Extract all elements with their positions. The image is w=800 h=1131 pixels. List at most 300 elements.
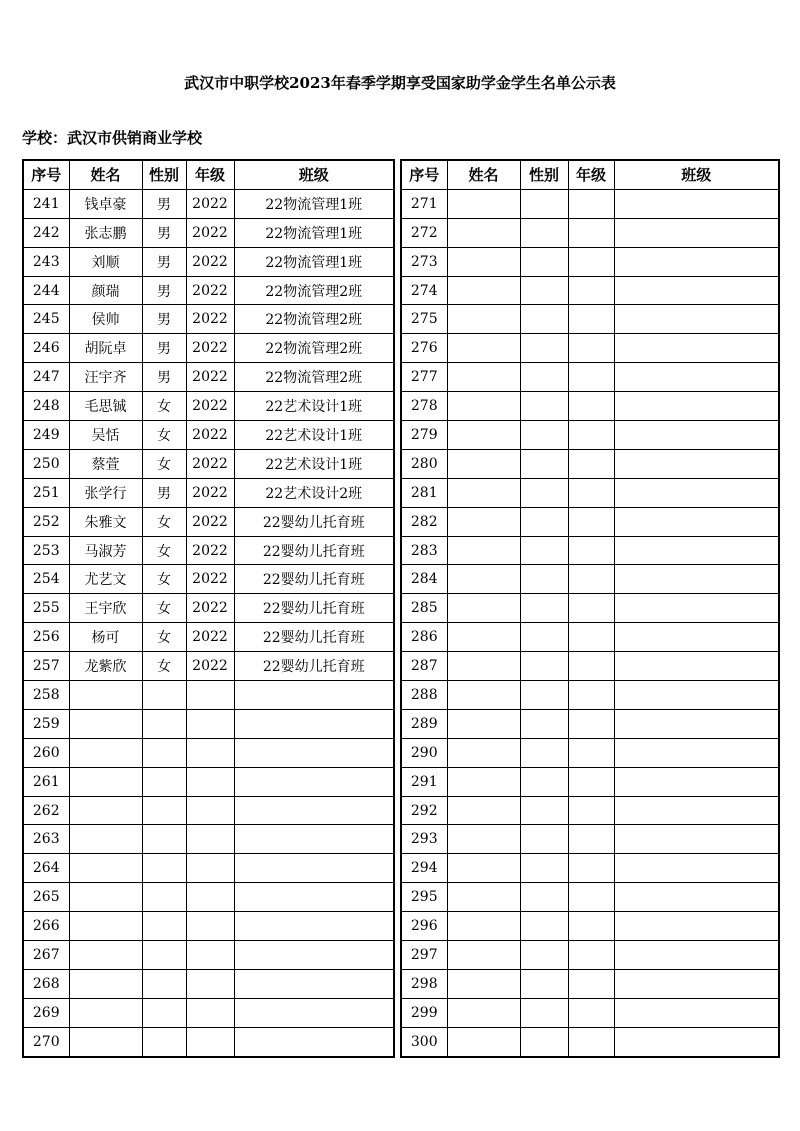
cell-gender (520, 998, 568, 1027)
cell-gender (520, 738, 568, 767)
table-row (23, 941, 394, 970)
cell-gender (142, 825, 186, 854)
header-class: 班级 (234, 160, 394, 189)
table-row (23, 421, 394, 450)
header-gender: 性别 (520, 160, 568, 189)
table-row (401, 796, 779, 825)
cell-class (234, 738, 394, 767)
table-row (23, 363, 394, 392)
cell-class (614, 1027, 779, 1056)
cell-gender (520, 276, 568, 305)
cell-grade (568, 334, 614, 363)
table-row (23, 912, 394, 941)
cell-grade: 2022 (186, 565, 234, 594)
cell-gender: 女 (142, 421, 186, 450)
cell-no: 290 (401, 738, 447, 767)
header-no: 序号 (23, 160, 69, 189)
table-row (401, 507, 779, 536)
cell-grade (568, 709, 614, 738)
cell-no: 299 (401, 998, 447, 1027)
cell-class (614, 796, 779, 825)
cell-grade: 2022 (186, 536, 234, 565)
cell-grade (568, 363, 614, 392)
cell-name (69, 825, 142, 854)
cell-class: 22物流管理2班 (234, 305, 394, 334)
cell-grade (186, 681, 234, 710)
cell-name (69, 883, 142, 912)
cell-name (447, 854, 520, 883)
table-row (401, 218, 779, 247)
cell-grade (568, 796, 614, 825)
table-row (23, 854, 394, 883)
cell-name: 刘顺 (69, 247, 142, 276)
cell-grade (568, 478, 614, 507)
cell-gender (520, 1027, 568, 1056)
cell-gender (520, 536, 568, 565)
cell-no: 263 (23, 825, 69, 854)
cell-grade (568, 305, 614, 334)
cell-grade (186, 796, 234, 825)
cell-gender (142, 883, 186, 912)
cell-gender (520, 507, 568, 536)
cell-grade (186, 941, 234, 970)
right-roster-table (400, 159, 780, 1058)
cell-grade (568, 941, 614, 970)
cell-gender (520, 392, 568, 421)
cell-grade (568, 594, 614, 623)
cell-name: 胡阮卓 (69, 334, 142, 363)
cell-gender (142, 998, 186, 1027)
cell-name (447, 392, 520, 421)
cell-name (447, 478, 520, 507)
cell-name: 张学行 (69, 478, 142, 507)
table-row (23, 883, 394, 912)
cell-class (234, 941, 394, 970)
cell-gender: 女 (142, 536, 186, 565)
cell-no: 293 (401, 825, 447, 854)
cell-class (234, 854, 394, 883)
cell-name (447, 594, 520, 623)
cell-no: 245 (23, 305, 69, 334)
cell-name (447, 652, 520, 681)
cell-gender (142, 912, 186, 941)
cell-gender: 男 (142, 189, 186, 218)
cell-class: 22物流管理2班 (234, 334, 394, 363)
cell-gender (520, 334, 568, 363)
cell-grade (186, 709, 234, 738)
cell-grade (186, 1027, 234, 1056)
right-table-body (401, 189, 779, 1056)
cell-class (614, 681, 779, 710)
cell-gender (142, 854, 186, 883)
cell-class: 22婴幼儿托育班 (234, 594, 394, 623)
cell-no: 272 (401, 218, 447, 247)
table-row (401, 709, 779, 738)
cell-class: 22艺术设计2班 (234, 478, 394, 507)
table-row (23, 681, 394, 710)
cell-class: 22婴幼儿托育班 (234, 536, 394, 565)
cell-class (234, 681, 394, 710)
cell-name: 钱卓豪 (69, 189, 142, 218)
cell-class (614, 392, 779, 421)
cell-name (447, 969, 520, 998)
cell-class: 22物流管理1班 (234, 247, 394, 276)
table-row (23, 305, 394, 334)
cell-gender (142, 969, 186, 998)
cell-name: 朱雅文 (69, 507, 142, 536)
cell-no: 266 (23, 912, 69, 941)
cell-grade (568, 421, 614, 450)
cell-name (447, 738, 520, 767)
cell-class (614, 854, 779, 883)
header-grade: 年级 (568, 160, 614, 189)
cell-class (234, 709, 394, 738)
cell-grade: 2022 (186, 334, 234, 363)
table-row (401, 969, 779, 998)
cell-class (614, 247, 779, 276)
cell-no: 298 (401, 969, 447, 998)
table-row (23, 738, 394, 767)
table-row (401, 565, 779, 594)
table-row (401, 189, 779, 218)
cell-no: 284 (401, 565, 447, 594)
cell-gender: 男 (142, 478, 186, 507)
cell-no: 291 (401, 767, 447, 796)
cell-name: 杨可 (69, 623, 142, 652)
table-header-row (401, 160, 779, 189)
cell-class (614, 738, 779, 767)
school-name: 武汉市供销商业学校 (67, 129, 203, 147)
cell-name (447, 218, 520, 247)
cell-no: 285 (401, 594, 447, 623)
cell-name (69, 854, 142, 883)
cell-no: 249 (23, 421, 69, 450)
cell-no: 251 (23, 478, 69, 507)
cell-grade (568, 623, 614, 652)
cell-class (234, 883, 394, 912)
cell-class (234, 912, 394, 941)
table-row (23, 392, 394, 421)
cell-no: 277 (401, 363, 447, 392)
table-row (401, 912, 779, 941)
cell-grade (568, 767, 614, 796)
cell-no: 261 (23, 767, 69, 796)
table-row (23, 623, 394, 652)
table-row (23, 507, 394, 536)
cell-name (69, 998, 142, 1027)
cell-name (447, 305, 520, 334)
cell-name: 马淑芳 (69, 536, 142, 565)
cell-name (447, 796, 520, 825)
cell-no: 292 (401, 796, 447, 825)
header-no: 序号 (401, 160, 447, 189)
cell-no: 259 (23, 709, 69, 738)
cell-no: 283 (401, 536, 447, 565)
cell-no: 250 (23, 449, 69, 478)
cell-class: 22物流管理1班 (234, 218, 394, 247)
cell-class (614, 594, 779, 623)
cell-name (447, 825, 520, 854)
table-header-row (23, 160, 394, 189)
cell-grade (568, 536, 614, 565)
cell-class (614, 507, 779, 536)
table-row (23, 796, 394, 825)
cell-no: 267 (23, 941, 69, 970)
cell-no: 294 (401, 854, 447, 883)
table-row (401, 305, 779, 334)
cell-grade (568, 507, 614, 536)
cell-name (69, 796, 142, 825)
cell-class: 22婴幼儿托育班 (234, 623, 394, 652)
header-grade: 年级 (186, 160, 234, 189)
cell-gender: 女 (142, 594, 186, 623)
page-title: 武汉市中职学校2023年春季学期享受国家助学金学生名单公示表 (184, 74, 616, 92)
cell-class: 22婴幼儿托育班 (234, 652, 394, 681)
cell-class (234, 825, 394, 854)
cell-gender (520, 247, 568, 276)
cell-name (447, 767, 520, 796)
cell-no: 262 (23, 796, 69, 825)
cell-no: 254 (23, 565, 69, 594)
cell-no: 268 (23, 969, 69, 998)
table-row (401, 941, 779, 970)
cell-class (234, 1027, 394, 1056)
table-row (401, 767, 779, 796)
cell-gender: 女 (142, 449, 186, 478)
table-row (23, 1027, 394, 1056)
cell-gender (520, 796, 568, 825)
cell-gender: 女 (142, 565, 186, 594)
cell-gender (520, 594, 568, 623)
cell-gender (520, 421, 568, 450)
table-row (23, 969, 394, 998)
cell-grade: 2022 (186, 276, 234, 305)
table-row (23, 189, 394, 218)
cell-name (447, 421, 520, 450)
cell-gender (520, 218, 568, 247)
cell-name: 侯帅 (69, 305, 142, 334)
cell-name: 王宇欣 (69, 594, 142, 623)
cell-no: 247 (23, 363, 69, 392)
table-row (23, 767, 394, 796)
cell-grade: 2022 (186, 247, 234, 276)
cell-grade (186, 738, 234, 767)
cell-name (69, 912, 142, 941)
cell-class (234, 998, 394, 1027)
cell-class (614, 941, 779, 970)
table-row (23, 247, 394, 276)
cell-grade (568, 998, 614, 1027)
cell-name (69, 969, 142, 998)
cell-class (614, 623, 779, 652)
cell-gender (520, 652, 568, 681)
table-row (23, 565, 394, 594)
cell-gender (520, 189, 568, 218)
cell-gender (142, 709, 186, 738)
cell-no: 295 (401, 883, 447, 912)
cell-gender: 女 (142, 623, 186, 652)
cell-class: 22物流管理2班 (234, 276, 394, 305)
cell-no: 281 (401, 478, 447, 507)
cell-class (614, 998, 779, 1027)
cell-grade (568, 912, 614, 941)
cell-class (234, 767, 394, 796)
cell-gender (520, 623, 568, 652)
cell-no: 280 (401, 449, 447, 478)
cell-class (614, 334, 779, 363)
cell-name (447, 941, 520, 970)
cell-class: 22艺术设计1班 (234, 392, 394, 421)
cell-name (447, 1027, 520, 1056)
cell-grade (186, 825, 234, 854)
table-row (401, 276, 779, 305)
cell-no: 289 (401, 709, 447, 738)
table-row (23, 998, 394, 1027)
cell-class: 22艺术设计1班 (234, 421, 394, 450)
left-roster-table (22, 159, 395, 1058)
cell-gender (520, 565, 568, 594)
cell-grade (568, 652, 614, 681)
cell-class (614, 825, 779, 854)
cell-name (447, 883, 520, 912)
school-label: 学校： (22, 129, 68, 147)
cell-no: 286 (401, 623, 447, 652)
cell-name (447, 247, 520, 276)
table-row (401, 363, 779, 392)
cell-no: 248 (23, 392, 69, 421)
cell-no: 273 (401, 247, 447, 276)
cell-grade (186, 998, 234, 1027)
school-line (22, 127, 202, 148)
cell-gender: 女 (142, 392, 186, 421)
cell-grade: 2022 (186, 189, 234, 218)
cell-no: 256 (23, 623, 69, 652)
cell-class (614, 276, 779, 305)
table-row (23, 276, 394, 305)
cell-no: 278 (401, 392, 447, 421)
cell-gender (520, 825, 568, 854)
table-row (23, 825, 394, 854)
cell-class (614, 363, 779, 392)
cell-class (614, 536, 779, 565)
cell-grade (568, 189, 614, 218)
cell-no: 253 (23, 536, 69, 565)
cell-grade (568, 565, 614, 594)
table-row (401, 652, 779, 681)
cell-class (614, 565, 779, 594)
cell-grade (568, 969, 614, 998)
cell-grade (186, 883, 234, 912)
cell-name: 汪宇齐 (69, 363, 142, 392)
cell-gender (142, 796, 186, 825)
cell-gender (142, 1027, 186, 1056)
table-row (401, 392, 779, 421)
cell-name: 颜瑞 (69, 276, 142, 305)
cell-grade (568, 825, 614, 854)
cell-no: 296 (401, 912, 447, 941)
cell-gender: 男 (142, 334, 186, 363)
cell-name: 吴恬 (69, 421, 142, 450)
table-row (401, 449, 779, 478)
cell-no: 241 (23, 189, 69, 218)
cell-grade: 2022 (186, 507, 234, 536)
cell-name (69, 941, 142, 970)
cell-gender (520, 854, 568, 883)
cell-name (447, 189, 520, 218)
cell-gender (520, 305, 568, 334)
table-row (401, 247, 779, 276)
cell-no: 242 (23, 218, 69, 247)
cell-name: 龙紫欣 (69, 652, 142, 681)
cell-gender (142, 738, 186, 767)
cell-gender (520, 681, 568, 710)
table-row (23, 449, 394, 478)
cell-grade: 2022 (186, 421, 234, 450)
cell-class (234, 969, 394, 998)
cell-grade (186, 969, 234, 998)
cell-class (614, 883, 779, 912)
cell-name (447, 709, 520, 738)
cell-gender: 男 (142, 305, 186, 334)
cell-grade: 2022 (186, 623, 234, 652)
cell-grade: 2022 (186, 449, 234, 478)
cell-name (69, 767, 142, 796)
cell-class (614, 969, 779, 998)
table-row (401, 623, 779, 652)
cell-name: 张志鹏 (69, 218, 142, 247)
cell-class: 22物流管理2班 (234, 363, 394, 392)
cell-no: 279 (401, 421, 447, 450)
cell-class (614, 449, 779, 478)
cell-name (447, 565, 520, 594)
cell-name: 蔡萱 (69, 449, 142, 478)
table-row (401, 883, 779, 912)
cell-gender: 男 (142, 218, 186, 247)
table-row (23, 652, 394, 681)
cell-name: 毛思铖 (69, 392, 142, 421)
cell-grade (186, 912, 234, 941)
cell-name (69, 738, 142, 767)
cell-name (69, 681, 142, 710)
cell-no: 297 (401, 941, 447, 970)
cell-gender: 女 (142, 652, 186, 681)
cell-name (447, 334, 520, 363)
cell-grade (568, 247, 614, 276)
table-row (23, 536, 394, 565)
cell-grade (568, 883, 614, 912)
cell-gender (520, 478, 568, 507)
table-row (401, 421, 779, 450)
cell-no: 300 (401, 1027, 447, 1056)
table-row (23, 709, 394, 738)
cell-gender: 男 (142, 247, 186, 276)
cell-name (447, 681, 520, 710)
cell-gender (520, 969, 568, 998)
cell-no: 243 (23, 247, 69, 276)
cell-class: 22艺术设计1班 (234, 449, 394, 478)
table-row (401, 594, 779, 623)
cell-name (447, 276, 520, 305)
cell-name (447, 507, 520, 536)
cell-no: 264 (23, 854, 69, 883)
cell-gender (520, 941, 568, 970)
cell-grade: 2022 (186, 218, 234, 247)
header-gender: 性别 (142, 160, 186, 189)
cell-name (447, 449, 520, 478)
cell-no: 270 (23, 1027, 69, 1056)
cell-gender (520, 449, 568, 478)
cell-no: 255 (23, 594, 69, 623)
